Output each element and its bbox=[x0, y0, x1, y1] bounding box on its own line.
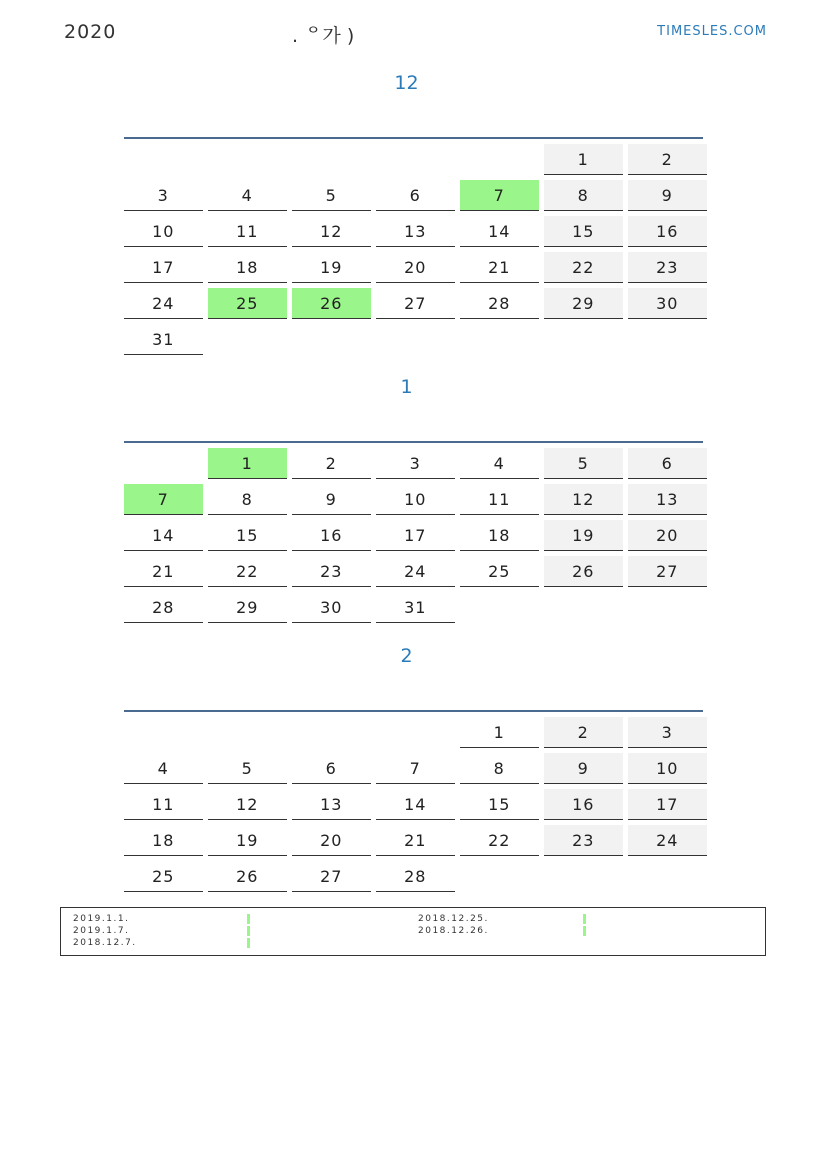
day-cell: 10 bbox=[376, 484, 455, 515]
day-cell: 10 bbox=[124, 216, 203, 247]
day-cell: 11 bbox=[124, 789, 203, 820]
day-cell: 29 bbox=[544, 288, 623, 319]
day-cell: 10 bbox=[628, 753, 707, 784]
day-cell: 17 bbox=[376, 520, 455, 551]
day-cell: 25 bbox=[460, 556, 539, 587]
empty-day-cell bbox=[124, 717, 203, 748]
day-cell: 27 bbox=[628, 556, 707, 587]
day-cell: 19 bbox=[544, 520, 623, 551]
empty-day-cell bbox=[460, 144, 539, 175]
day-cell: 1 bbox=[460, 717, 539, 748]
day-cell: 4 bbox=[124, 753, 203, 784]
day-cell: 22 bbox=[544, 252, 623, 283]
day-cell: 20 bbox=[628, 520, 707, 551]
legend-color-mark bbox=[583, 914, 586, 924]
day-cell: 5 bbox=[544, 448, 623, 479]
month-title-december: 12 bbox=[394, 72, 419, 94]
day-cell: 5 bbox=[292, 180, 371, 211]
month-title-february: 2 bbox=[400, 645, 413, 667]
site-link[interactable]: TIMESLES.COM bbox=[657, 24, 767, 39]
header-year: 2020 bbox=[64, 21, 117, 43]
day-cell: 13 bbox=[292, 789, 371, 820]
holiday-day-cell: 25 bbox=[208, 288, 287, 319]
day-cell: 31 bbox=[124, 324, 203, 355]
day-cell: 30 bbox=[628, 288, 707, 319]
calendar-grid-february bbox=[124, 717, 703, 892]
day-cell: 2 bbox=[628, 144, 707, 175]
legend-color-mark bbox=[247, 938, 250, 948]
day-cell: 7 bbox=[376, 753, 455, 784]
empty-day-cell bbox=[292, 717, 371, 748]
day-cell: 21 bbox=[460, 252, 539, 283]
day-cell: 2 bbox=[544, 717, 623, 748]
day-cell: 6 bbox=[376, 180, 455, 211]
day-cell: 9 bbox=[292, 484, 371, 515]
legend-date: 2018.12.26. bbox=[418, 926, 489, 936]
day-cell: 15 bbox=[460, 789, 539, 820]
day-cell: 16 bbox=[292, 520, 371, 551]
calendar-rule bbox=[124, 441, 703, 443]
day-cell: 26 bbox=[208, 861, 287, 892]
day-cell: 11 bbox=[208, 216, 287, 247]
calendar-rule bbox=[124, 710, 703, 712]
legend-color-mark bbox=[247, 926, 250, 936]
day-cell: 24 bbox=[376, 556, 455, 587]
day-cell: 23 bbox=[292, 556, 371, 587]
day-cell: 11 bbox=[460, 484, 539, 515]
day-cell: 8 bbox=[544, 180, 623, 211]
day-cell: 8 bbox=[460, 753, 539, 784]
legend-date: 2019.1.1. bbox=[73, 914, 130, 924]
day-cell: 12 bbox=[544, 484, 623, 515]
calendar-rule bbox=[124, 137, 703, 139]
holiday-day-cell: 26 bbox=[292, 288, 371, 319]
day-cell: 6 bbox=[292, 753, 371, 784]
day-cell: 28 bbox=[460, 288, 539, 319]
legend-date: 2018.12.7. bbox=[73, 938, 137, 948]
legend-color-mark bbox=[247, 914, 250, 924]
day-cell: 18 bbox=[124, 825, 203, 856]
day-cell: 15 bbox=[208, 520, 287, 551]
day-cell: 15 bbox=[544, 216, 623, 247]
empty-day-cell bbox=[208, 717, 287, 748]
legend-date: 2019.1.7. bbox=[73, 926, 130, 936]
holiday-day-cell: 1 bbox=[208, 448, 287, 479]
month-title-january: 1 bbox=[400, 376, 413, 398]
header-title: . ᄋ가 ) bbox=[292, 25, 355, 47]
day-cell: 14 bbox=[124, 520, 203, 551]
day-cell: 28 bbox=[124, 592, 203, 623]
day-cell: 23 bbox=[628, 252, 707, 283]
day-cell: 22 bbox=[460, 825, 539, 856]
day-cell: 18 bbox=[460, 520, 539, 551]
day-cell: 14 bbox=[460, 216, 539, 247]
day-cell: 6 bbox=[628, 448, 707, 479]
legend-date: 2018.12.25. bbox=[418, 914, 489, 924]
day-cell: 17 bbox=[124, 252, 203, 283]
day-cell: 16 bbox=[628, 216, 707, 247]
empty-day-cell bbox=[376, 144, 455, 175]
calendar-grid-december bbox=[124, 144, 703, 355]
day-cell: 1 bbox=[544, 144, 623, 175]
empty-day-cell bbox=[124, 144, 203, 175]
day-cell: 4 bbox=[460, 448, 539, 479]
day-cell: 13 bbox=[628, 484, 707, 515]
day-cell: 13 bbox=[376, 216, 455, 247]
day-cell: 19 bbox=[292, 252, 371, 283]
holiday-legend bbox=[60, 907, 766, 956]
day-cell: 21 bbox=[124, 556, 203, 587]
day-cell: 12 bbox=[208, 789, 287, 820]
day-cell: 20 bbox=[376, 252, 455, 283]
day-cell: 22 bbox=[208, 556, 287, 587]
day-cell: 16 bbox=[544, 789, 623, 820]
day-cell: 24 bbox=[124, 288, 203, 319]
holiday-day-cell: 7 bbox=[460, 180, 539, 211]
day-cell: 31 bbox=[376, 592, 455, 623]
day-cell: 5 bbox=[208, 753, 287, 784]
calendar-grid-january bbox=[124, 448, 703, 623]
day-cell: 24 bbox=[628, 825, 707, 856]
day-cell: 20 bbox=[292, 825, 371, 856]
empty-day-cell bbox=[376, 717, 455, 748]
day-cell: 27 bbox=[376, 288, 455, 319]
day-cell: 3 bbox=[124, 180, 203, 211]
day-cell: 28 bbox=[376, 861, 455, 892]
day-cell: 29 bbox=[208, 592, 287, 623]
day-cell: 19 bbox=[208, 825, 287, 856]
day-cell: 9 bbox=[628, 180, 707, 211]
day-cell: 26 bbox=[544, 556, 623, 587]
day-cell: 30 bbox=[292, 592, 371, 623]
day-cell: 3 bbox=[376, 448, 455, 479]
empty-day-cell bbox=[208, 144, 287, 175]
day-cell: 8 bbox=[208, 484, 287, 515]
day-cell: 21 bbox=[376, 825, 455, 856]
empty-day-cell bbox=[124, 448, 203, 479]
day-cell: 3 bbox=[628, 717, 707, 748]
day-cell: 12 bbox=[292, 216, 371, 247]
day-cell: 27 bbox=[292, 861, 371, 892]
day-cell: 25 bbox=[124, 861, 203, 892]
day-cell: 23 bbox=[544, 825, 623, 856]
empty-day-cell bbox=[292, 144, 371, 175]
day-cell: 17 bbox=[628, 789, 707, 820]
day-cell: 14 bbox=[376, 789, 455, 820]
day-cell: 4 bbox=[208, 180, 287, 211]
day-cell: 9 bbox=[544, 753, 623, 784]
day-cell: 18 bbox=[208, 252, 287, 283]
holiday-day-cell: 7 bbox=[124, 484, 203, 515]
day-cell: 2 bbox=[292, 448, 371, 479]
legend-color-mark bbox=[583, 926, 586, 936]
